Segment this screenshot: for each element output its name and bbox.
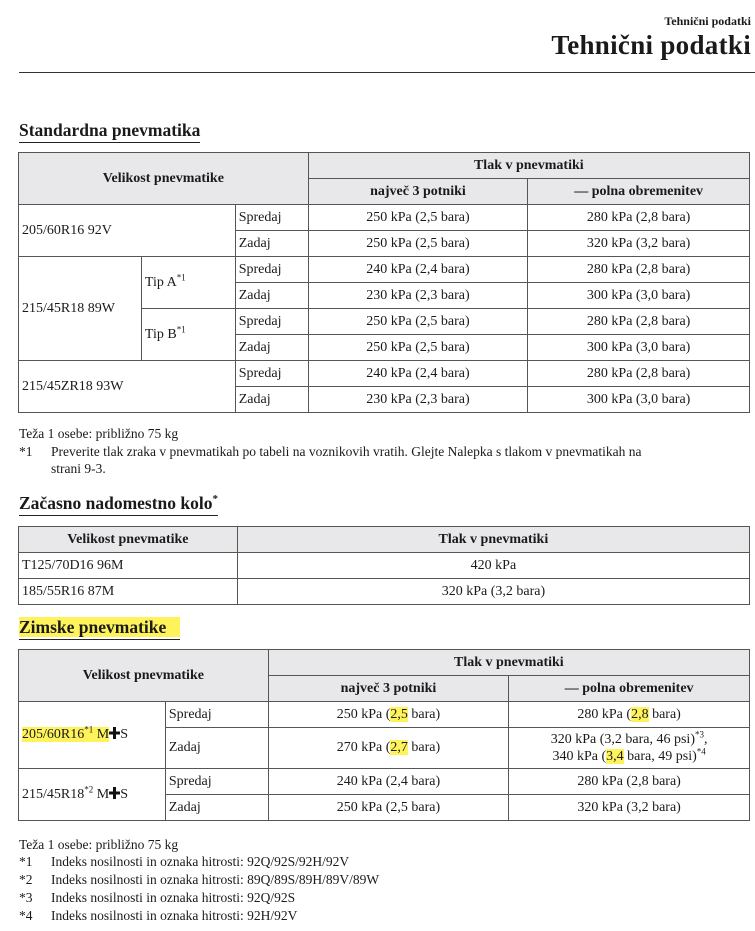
col-header-size: Velikost pnevmatike [19, 527, 238, 553]
footnote-ref: *1 [84, 724, 94, 735]
note-weight: Teža 1 osebe: približno 75 kg [19, 426, 179, 441]
tire-size: 185/55R16 87M [19, 579, 238, 605]
tire-size-text: 205/60R16 [22, 727, 85, 742]
footnote [19, 871, 379, 888]
pressure-value: 230 kPa (2,3 bara) [308, 283, 528, 309]
pressure-value: 240 kPa (2,4 bara) [308, 257, 528, 283]
tire-size-ms: S [120, 786, 128, 802]
table-row [19, 769, 750, 795]
standard-tire-table [18, 152, 750, 413]
footnote-ref: *4 [696, 746, 706, 757]
footnote-text: Preverite tlak zraka v pnevmatikah po tabeli na voznikovih vratih. Glejte Nalepka s tlakom v pnevmatikah na [51, 444, 642, 459]
col-header-pressure: Tlak v pnevmatiki [268, 650, 749, 676]
tire-size [19, 769, 166, 821]
tire-size: 215/45R18 89W [19, 257, 142, 361]
footnote [19, 907, 297, 924]
highlight-mark: 3,4 [606, 749, 624, 764]
footnote-ref: *1 [176, 271, 186, 282]
axle-label: Spredaj [235, 309, 308, 335]
axle-label: Spredaj [165, 769, 268, 795]
pressure-value: 250 kPa (2,5 bara) [308, 205, 528, 231]
section-title-winter-text: Zimske pnevmatike [19, 617, 180, 637]
footnote [19, 443, 754, 477]
col-header-size: Velikost pnevmatike [19, 650, 269, 702]
highlight-mark: 2,5 [390, 706, 408, 722]
pressure-value: 250 kPa (2,5 bara) [308, 309, 528, 335]
pressure-value: 280 kPa (2,8 bara) [509, 702, 750, 728]
col-header-pressure: Tlak v pnevmatiki [308, 153, 749, 179]
col-header-full: — polna obremenitev [509, 676, 750, 702]
table-row [19, 702, 750, 728]
footnote-text: Indeks nosilnosti in oznaka hitrosti: 92Q/92S/92H/92V [51, 854, 350, 869]
footnote-key: *2 [19, 872, 33, 887]
tire-size [19, 702, 166, 769]
section-title-standard: Standardna pnevmatika [19, 120, 200, 143]
mud-snow-plus-icon [109, 787, 120, 799]
footnote [19, 853, 349, 870]
pressure-value: 300 kPa (3,0 bara) [528, 283, 750, 309]
pressure-value: 320 kPa (3,2 bara) [509, 795, 750, 821]
axle-label: Zadaj [165, 795, 268, 821]
pressure-value: 320 kPa (3,2 bara) [237, 579, 749, 605]
axle-label: Spredaj [235, 257, 308, 283]
section-title-spare-text: Začasno nadomestno kolo [19, 493, 213, 513]
pressure-value: 240 kPa (2,4 bara) [308, 361, 528, 387]
highlight-mark: 2,7 [390, 740, 408, 755]
section-title-spare [19, 493, 218, 516]
pressure-value: 320 kPa (3,2 bara) [528, 231, 750, 257]
axle-label: Spredaj [235, 361, 308, 387]
pressure-value: 280 kPa (2,8 bara) [528, 309, 750, 335]
axle-label: Zadaj [235, 231, 308, 257]
col-header-up3: največ 3 potniki [268, 676, 509, 702]
pressure-value: 250 kPa (2,5 bara) [268, 795, 509, 821]
footnote [19, 889, 295, 906]
pressure-value: 240 kPa (2,4 bara) [268, 769, 509, 795]
axle-label: Spredaj [165, 702, 268, 728]
footnote-text: Indeks nosilnosti in oznaka hitrosti: 92H/92V [51, 908, 298, 923]
pressure-value: 280 kPa (2,8 bara) [528, 257, 750, 283]
table-row [19, 205, 750, 231]
section-title-winter [19, 617, 180, 640]
footnote-text: Indeks nosilnosti in oznaka hitrosti: 92Q/92S [51, 890, 296, 905]
pressure-value: 300 kPa (3,0 bara) [528, 335, 750, 361]
axle-label: Zadaj [235, 387, 308, 413]
table-row [19, 553, 750, 579]
pressure-value: 280 kPa (2,8 bara) [528, 361, 750, 387]
header-rule [19, 72, 755, 73]
table-row [19, 257, 750, 283]
tire-size-text: 215/45R18 [22, 786, 85, 802]
pressure-value: 250 kPa (2,5 bara) [308, 335, 528, 361]
col-header-pressure: Tlak v pnevmatiki [237, 527, 749, 553]
pressure-value: 280 kPa (2,8 bara) [528, 205, 750, 231]
axle-label: Zadaj [235, 335, 308, 361]
winter-tire-table [18, 649, 750, 821]
footnote-ref: * [212, 493, 219, 506]
axle-label: Zadaj [235, 283, 308, 309]
pressure-value: 250 kPa (2,5 bara) [268, 702, 509, 728]
pressure-value: 320 kPa (3,2 bara, 46 psi)$^{*3}$, 340 kPa (3,4 bara, 49 psi)$^{*4}$ [509, 728, 750, 769]
pressure-value: 300 kPa (3,0 bara) [528, 387, 750, 413]
running-header-small: Tehnični podatki [664, 14, 751, 28]
footnote-ref: *2 [84, 783, 94, 794]
footnote-ref: *3 [695, 729, 704, 740]
footnote-key: *1 [19, 854, 33, 869]
footnote-text-cont: strani 9-3. [51, 461, 106, 476]
table-row [19, 361, 750, 387]
tire-size-ms: S [120, 727, 128, 742]
tire-size-suffix: M [96, 727, 110, 742]
pressure-value: 270 kPa (2,7 bara) [268, 728, 509, 769]
footnote-key: *3 [19, 890, 33, 905]
highlight-mark: 2,8 [631, 706, 649, 722]
axle-label: Spredaj [235, 205, 308, 231]
footnote-text: Indeks nosilnosti in oznaka hitrosti: 89Q/89S/89H/89V/89W [51, 872, 380, 887]
tire-size-suffix: M [96, 786, 110, 802]
pressure-value: 250 kPa (2,5 bara) [308, 231, 528, 257]
mud-snow-plus-icon [109, 727, 120, 739]
note-weight: Teža 1 osebe: približno 75 kg [19, 837, 179, 852]
pressure-value: 280 kPa (2,8 bara) [509, 769, 750, 795]
footnote-key: *1 [19, 444, 33, 459]
table-row [19, 579, 750, 605]
footnote-ref: *1 [176, 323, 186, 334]
page-title: Tehnični podatki [551, 30, 751, 60]
col-header-full: — polna obremenitev [528, 179, 750, 205]
col-header-up3: največ 3 potniki [308, 179, 528, 205]
pressure-value: 230 kPa (2,3 bara) [308, 387, 528, 413]
tire-size: T125/70D16 96M [19, 553, 238, 579]
tire-size: 205/60R16 92V [19, 205, 236, 257]
footnote-key: *4 [19, 908, 33, 923]
tire-type-label: Tip A [144, 274, 177, 290]
tire-type [141, 257, 235, 309]
tire-type [141, 309, 235, 361]
col-header-size: Velikost pnevmatike [19, 153, 309, 205]
pressure-value: 420 kPa [237, 553, 749, 579]
spare-tire-table [18, 526, 750, 605]
tire-size-highlight [22, 724, 110, 742]
tire-type-label: Tip B [144, 326, 177, 342]
axle-label: Zadaj [165, 728, 268, 769]
tire-size: 215/45ZR18 93W [19, 361, 236, 413]
